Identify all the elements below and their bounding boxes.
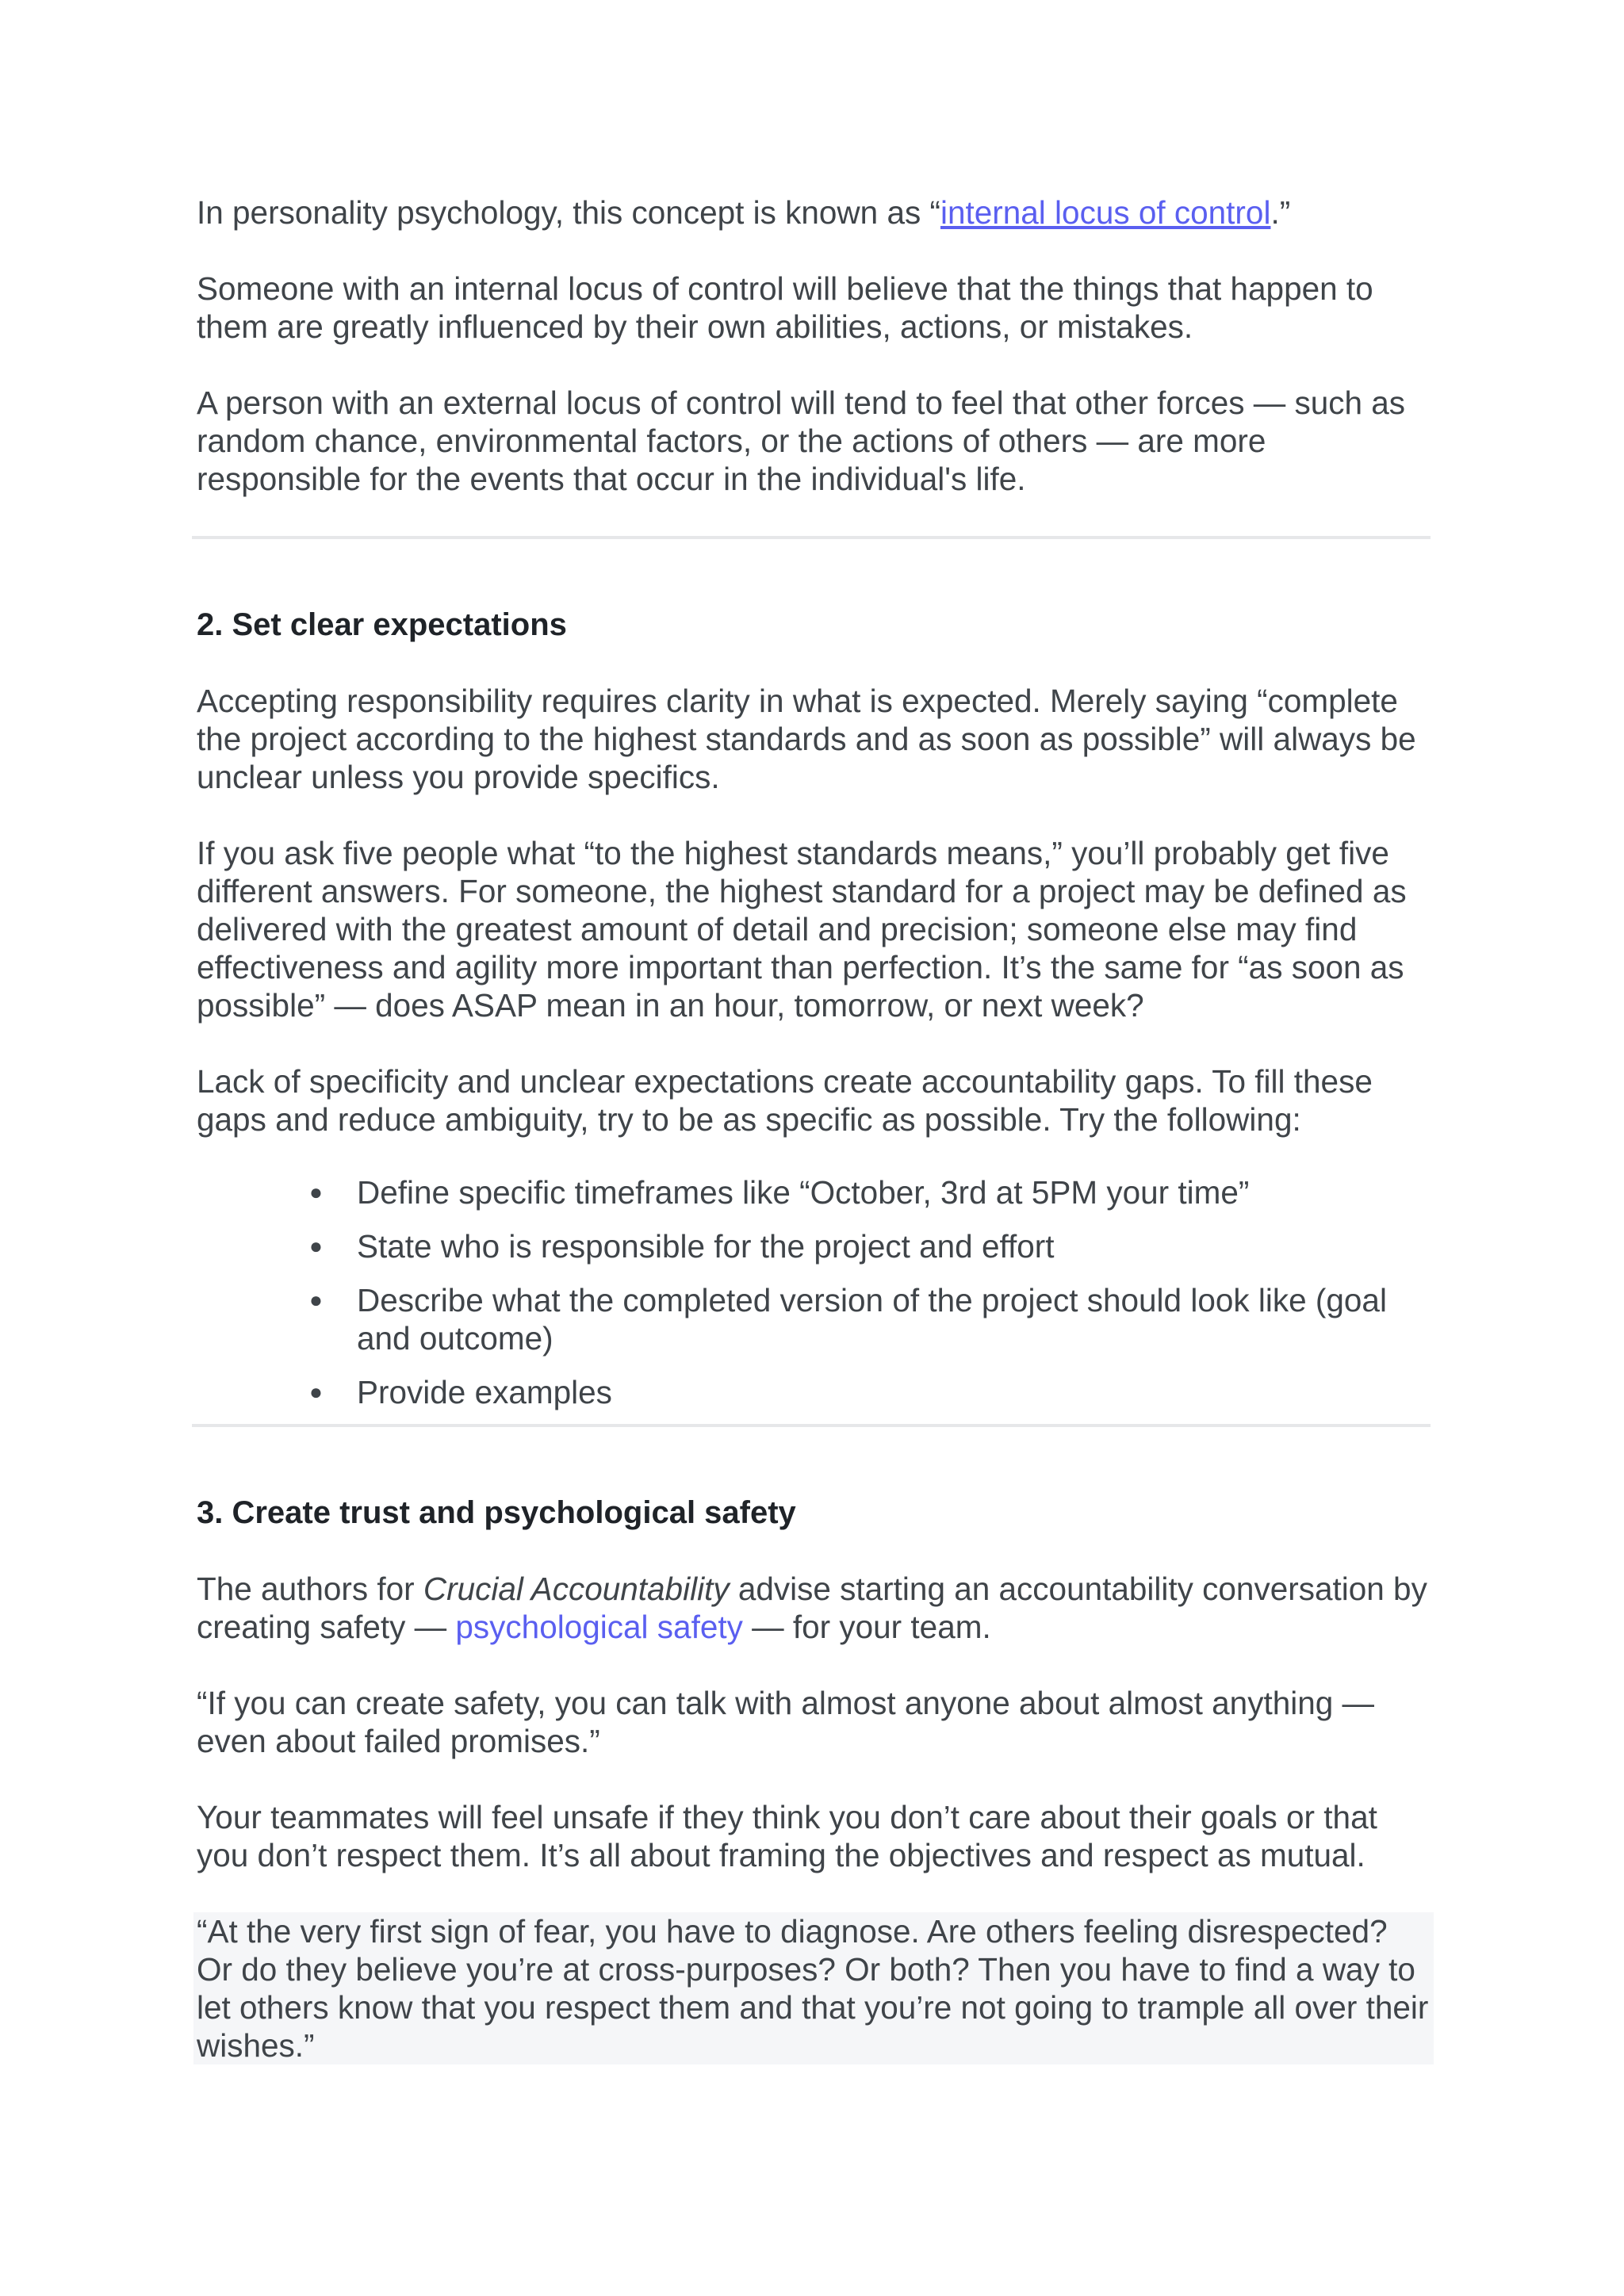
authors-text-middle: advise starting an accountability conversation by creating safety — <box>197 1571 1427 1645</box>
internal-locus-paragraph: Someone with an internal locus of control will believe that the things that happen to them are greatly influenced by their own abilities, actions, or mistakes. <box>197 270 1373 345</box>
list-item-text: Describe what the completed version of the project should look like (goal and outcome) <box>357 1282 1387 1357</box>
list-item-text: Define specific timeframes like “October, 3rd at 5PM your time” <box>357 1174 1250 1211</box>
list-item <box>197 1373 1434 1411</box>
bullet-icon: ● <box>309 1234 323 1258</box>
locus-intro-paragraph <box>197 193 1434 232</box>
authors-text-prefix: The authors for <box>197 1571 423 1607</box>
section-3-heading: 3. Create trust and psychological safety <box>197 1495 796 1530</box>
list-item-text: State who is responsible for the project and effort <box>357 1228 1055 1265</box>
specificity-paragraph: Lack of specificity and unclear expectations create accountability gaps. To fill these gaps and reduce ambiguity, try to be as specific as possible. Try the following: <box>197 1063 1373 1138</box>
article-body <box>197 193 1434 2064</box>
authors-paragraph <box>197 1570 1434 1646</box>
blockquote <box>193 1912 1434 2064</box>
internal-locus-of-control-link[interactable]: internal locus of control <box>940 194 1271 231</box>
external-locus-paragraph: A person with an external locus of control will tend to feel that other forces — such as random chance, environmental factors, or the actions of others — are more responsible for the events that occur in the individual's life. <box>197 385 1406 497</box>
teammates-paragraph: Your teammates will feel unsafe if they think you don’t care about their goals or that you don’t respect them. It’s all about framing the objectives and respect as mutual. <box>197 1799 1377 1873</box>
section-2-heading: 2. Set clear expectations <box>197 607 567 642</box>
list-item <box>197 1281 1434 1357</box>
authors-text-suffix: — for your team. <box>742 1609 991 1645</box>
intro-text-suffix: .” <box>1270 194 1291 231</box>
intro-text-prefix: In personality psychology, this concept is known as “ <box>197 194 940 231</box>
psychological-safety-link[interactable]: psychological safety <box>455 1609 743 1645</box>
bullet-icon: ● <box>309 1180 323 1204</box>
safety-quote-paragraph: “If you can create safety, you can talk with almost anyone about almost anything — even about failed promises.” <box>197 1685 1375 1759</box>
clarity-paragraph: Accepting responsibility requires clarity in what is expected. Merely saying “complete the project according to the highest standards and as soon as possible” will always be unclear unless you provide specifics. <box>197 683 1416 795</box>
fear-quote: “At the very first sign of fear, you have to diagnose. Are others feeling disrespected? Or do they believe you’re at cross-purposes? Or both? Then you have to find a way to let others know that you respect them and that you’re not going to trample all over their wishes.” <box>197 1913 1429 2064</box>
list-item <box>197 1173 1434 1211</box>
list-item-text: Provide examples <box>357 1374 612 1410</box>
bullet-icon: ● <box>309 1288 323 1312</box>
book-title: Crucial Accountability <box>423 1571 730 1607</box>
list-item <box>197 1227 1434 1265</box>
expectations-list <box>197 1173 1434 1411</box>
highest-standards-paragraph: If you ask five people what “to the highest standards means,” you’ll probably get five different answers. For someone, the highest standard for a project may be defined as delivered with the greatest amount of detail and precision; someone else may find effectiveness and agility more important than perfection. It’s the same for “as soon as possible” — does ASAP mean in an hour, tomorrow, or next week? <box>197 835 1407 1024</box>
bullet-icon: ● <box>309 1380 323 1404</box>
